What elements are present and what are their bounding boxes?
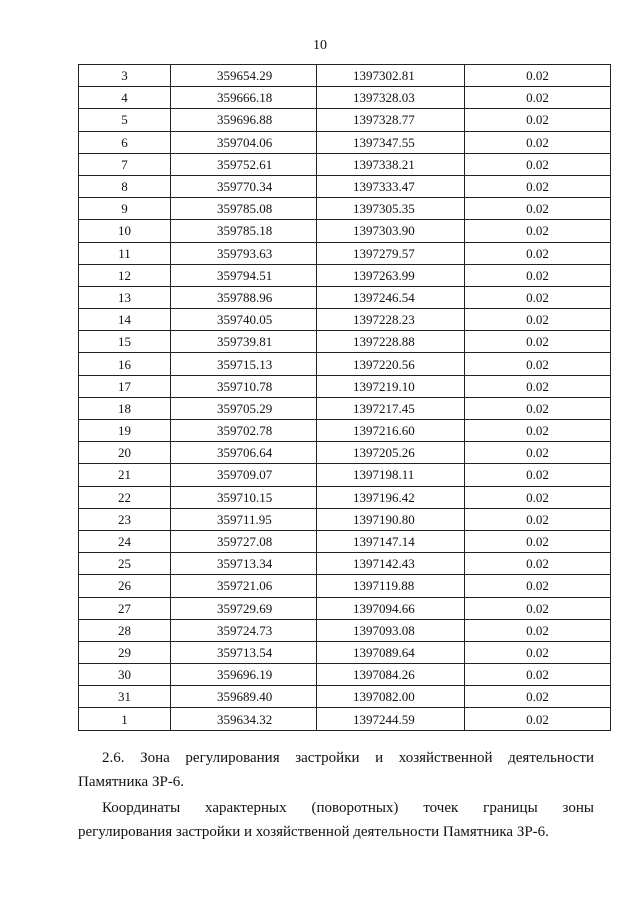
cell-x-coordinate: 359793.63 [171,242,317,264]
cell-accuracy: 0.02 [465,442,611,464]
table-row [79,309,611,331]
cell-point-number: 16 [79,353,171,375]
coordinates-table [78,64,611,731]
table-row [79,664,611,686]
cell-x-coordinate: 359740.05 [171,309,317,331]
cell-point-number: 31 [79,686,171,708]
cell-x-coordinate: 359715.13 [171,353,317,375]
cell-x-coordinate: 359721.06 [171,575,317,597]
cell-y-coordinate: 1397244.59 [317,708,465,730]
cell-y-coordinate: 1397094.66 [317,597,465,619]
page-number: 10 [313,38,327,53]
cell-y-coordinate: 1397228.88 [317,331,465,353]
cell-accuracy: 0.02 [465,87,611,109]
cell-accuracy: 0.02 [465,353,611,375]
table-row [79,175,611,197]
cell-y-coordinate: 1397142.43 [317,553,465,575]
section-paragraph-line-1 [78,796,594,820]
cell-x-coordinate: 359770.34 [171,175,317,197]
cell-accuracy: 0.02 [465,375,611,397]
cell-accuracy: 0.02 [465,664,611,686]
cell-x-coordinate: 359666.18 [171,87,317,109]
cell-accuracy: 0.02 [465,597,611,619]
cell-y-coordinate: 1397347.55 [317,131,465,153]
cell-point-number: 5 [79,109,171,131]
cell-point-number: 19 [79,420,171,442]
cell-accuracy: 0.02 [465,109,611,131]
cell-point-number: 22 [79,486,171,508]
cell-point-number: 3 [79,65,171,87]
table-row [79,641,611,663]
section-paragraph-line-2: регулирования застройки и хозяйственной деятельности Памятника ЗР-6. [78,824,549,840]
cell-x-coordinate: 359785.18 [171,220,317,242]
cell-x-coordinate: 359785.08 [171,198,317,220]
cell-x-coordinate: 359729.69 [171,597,317,619]
table-row [79,397,611,419]
cell-y-coordinate: 1397338.21 [317,153,465,175]
cell-accuracy: 0.02 [465,65,611,87]
cell-x-coordinate: 359739.81 [171,331,317,353]
table-row [79,242,611,264]
cell-x-coordinate: 359704.06 [171,131,317,153]
table-row [79,530,611,552]
cell-x-coordinate: 359689.40 [171,686,317,708]
cell-y-coordinate: 1397328.77 [317,109,465,131]
cell-x-coordinate: 359696.88 [171,109,317,131]
cell-accuracy: 0.02 [465,530,611,552]
cell-y-coordinate: 1397263.99 [317,264,465,286]
cell-y-coordinate: 1397147.14 [317,530,465,552]
cell-x-coordinate: 359709.07 [171,464,317,486]
cell-y-coordinate: 1397246.54 [317,286,465,308]
cell-accuracy: 0.02 [465,464,611,486]
cell-point-number: 23 [79,508,171,530]
table-row [79,286,611,308]
table-row [79,220,611,242]
cell-point-number: 27 [79,597,171,619]
cell-y-coordinate: 1397220.56 [317,353,465,375]
cell-accuracy: 0.02 [465,175,611,197]
cell-y-coordinate: 1397205.26 [317,442,465,464]
cell-y-coordinate: 1397217.45 [317,397,465,419]
cell-x-coordinate: 359654.29 [171,65,317,87]
cell-x-coordinate: 359713.34 [171,553,317,575]
section-heading [78,746,594,794]
cell-x-coordinate: 359710.15 [171,486,317,508]
cell-point-number: 20 [79,442,171,464]
cell-accuracy: 0.02 [465,131,611,153]
cell-accuracy: 0.02 [465,153,611,175]
cell-accuracy: 0.02 [465,220,611,242]
cell-point-number: 17 [79,375,171,397]
cell-y-coordinate: 1397279.57 [317,242,465,264]
cell-point-number: 10 [79,220,171,242]
cell-point-number: 6 [79,131,171,153]
table-row [79,508,611,530]
cell-accuracy: 0.02 [465,708,611,730]
cell-x-coordinate: 359713.54 [171,641,317,663]
cell-point-number: 4 [79,87,171,109]
cell-accuracy: 0.02 [465,619,611,641]
table-row [79,442,611,464]
cell-y-coordinate: 1397196.42 [317,486,465,508]
cell-accuracy: 0.02 [465,420,611,442]
cell-y-coordinate: 1397084.26 [317,664,465,686]
cell-y-coordinate: 1397119.88 [317,575,465,597]
cell-y-coordinate: 1397303.90 [317,220,465,242]
cell-x-coordinate: 359634.32 [171,708,317,730]
cell-point-number: 13 [79,286,171,308]
cell-point-number: 29 [79,641,171,663]
cell-accuracy: 0.02 [465,486,611,508]
cell-point-number: 14 [79,309,171,331]
cell-x-coordinate: 359696.19 [171,664,317,686]
cell-x-coordinate: 359727.08 [171,530,317,552]
cell-point-number: 11 [79,242,171,264]
coordinates-table-body [79,65,611,731]
table-row [79,331,611,353]
cell-point-number: 24 [79,530,171,552]
table-row [79,109,611,131]
table-row [79,597,611,619]
table-row [79,131,611,153]
cell-y-coordinate: 1397082.00 [317,686,465,708]
cell-point-number: 15 [79,331,171,353]
cell-accuracy: 0.02 [465,264,611,286]
cell-y-coordinate: 1397198.11 [317,464,465,486]
section-heading-text-1: 2.6. Зона регулирования застройки и хозяйственной деятельности [102,750,594,766]
cell-point-number: 30 [79,664,171,686]
cell-accuracy: 0.02 [465,553,611,575]
cell-x-coordinate: 359711.95 [171,508,317,530]
cell-x-coordinate: 359752.61 [171,153,317,175]
cell-point-number: 8 [79,175,171,197]
table-row [79,87,611,109]
cell-x-coordinate: 359794.51 [171,264,317,286]
cell-x-coordinate: 359706.64 [171,442,317,464]
cell-accuracy: 0.02 [465,641,611,663]
cell-accuracy: 0.02 [465,242,611,264]
table-row [79,375,611,397]
cell-point-number: 1 [79,708,171,730]
section-heading-line-2: Памятника ЗР-6. [78,774,185,790]
table-row [79,486,611,508]
cell-y-coordinate: 1397328.03 [317,87,465,109]
table-row [79,686,611,708]
section-paragraph-text-1: Координаты характерных (поворотных) точек границы зоны [102,800,594,816]
cell-accuracy: 0.02 [465,508,611,530]
cell-y-coordinate: 1397219.10 [317,375,465,397]
table-row [79,198,611,220]
table-row [79,420,611,442]
cell-point-number: 28 [79,619,171,641]
cell-y-coordinate: 1397190.80 [317,508,465,530]
section-paragraph [78,796,594,844]
table-row [79,153,611,175]
table-row [79,264,611,286]
cell-point-number: 7 [79,153,171,175]
cell-accuracy: 0.02 [465,286,611,308]
cell-point-number: 26 [79,575,171,597]
cell-point-number: 12 [79,264,171,286]
section-heading-line-1 [78,746,594,770]
cell-y-coordinate: 1397093.08 [317,619,465,641]
cell-y-coordinate: 1397302.81 [317,65,465,87]
table-row [79,464,611,486]
cell-x-coordinate: 359702.78 [171,420,317,442]
cell-accuracy: 0.02 [465,309,611,331]
cell-point-number: 18 [79,397,171,419]
cell-y-coordinate: 1397333.47 [317,175,465,197]
cell-accuracy: 0.02 [465,331,611,353]
cell-accuracy: 0.02 [465,575,611,597]
cell-y-coordinate: 1397228.23 [317,309,465,331]
table-row [79,575,611,597]
cell-point-number: 9 [79,198,171,220]
cell-y-coordinate: 1397216.60 [317,420,465,442]
cell-accuracy: 0.02 [465,686,611,708]
table-row [79,619,611,641]
cell-x-coordinate: 359710.78 [171,375,317,397]
cell-x-coordinate: 359724.73 [171,619,317,641]
cell-x-coordinate: 359788.96 [171,286,317,308]
cell-accuracy: 0.02 [465,397,611,419]
table-row [79,553,611,575]
cell-accuracy: 0.02 [465,198,611,220]
cell-y-coordinate: 1397089.64 [317,641,465,663]
table-row [79,708,611,730]
cell-y-coordinate: 1397305.35 [317,198,465,220]
cell-point-number: 21 [79,464,171,486]
cell-point-number: 25 [79,553,171,575]
cell-x-coordinate: 359705.29 [171,397,317,419]
table-row [79,65,611,87]
table-row [79,353,611,375]
